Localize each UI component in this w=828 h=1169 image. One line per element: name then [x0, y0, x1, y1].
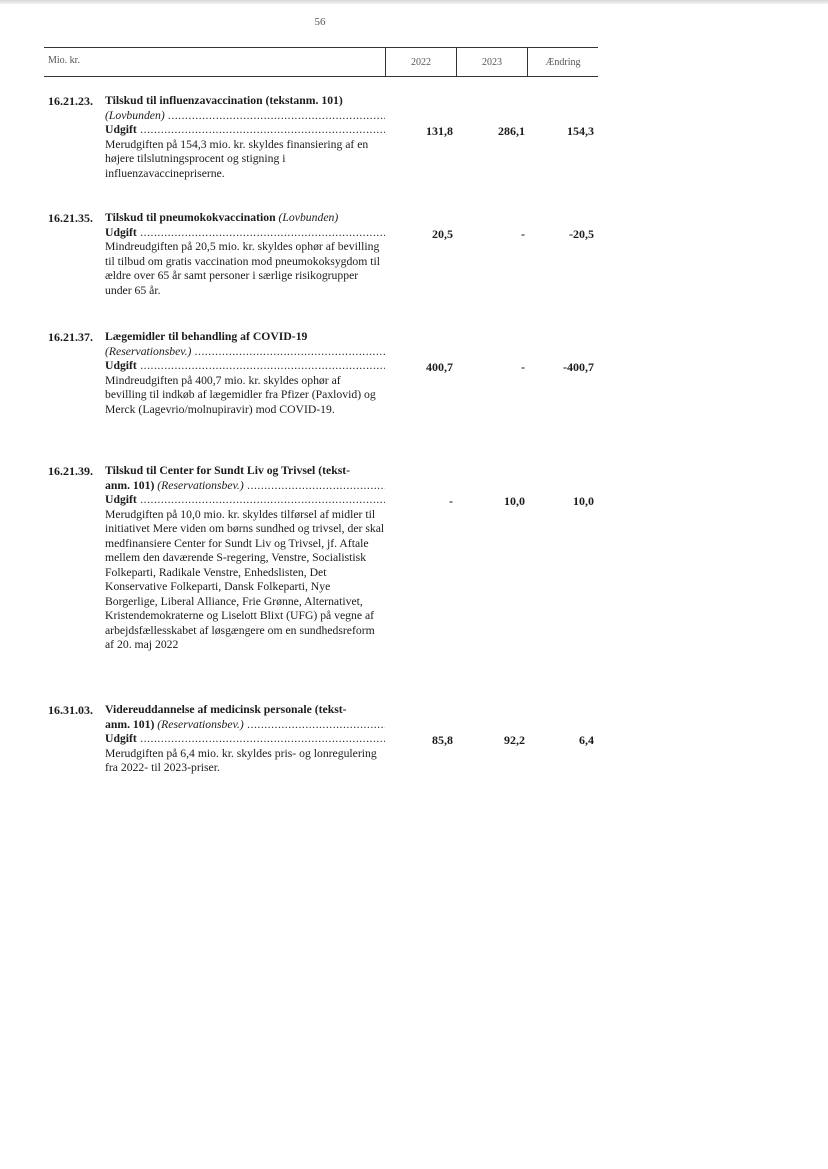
- entry-code: 16.31.03.: [48, 703, 93, 717]
- entry-status: (Reservationsbev.): [157, 717, 244, 731]
- value-2022: -: [449, 494, 453, 508]
- entry-description: Merudgiften på 10,0 mio. kr. skyldes tilførsel af midler til initiativet Mere viden om børns sundhed og trivsel, der skal medfinansiere Center for Sundt Liv og Trivsel, jf. Aftale mellem den daværende S-regering, Venstre, Socialistisk Folkeparti, Radikale Venstre, Enhedslisten, Det Konservative Folkeparti, Dansk Folkeparti, Nye Borgerlige, Liberal Alliance, Frie Grønne, Alternativet, Kristendemokraterne og Liselott Blixt (UFG) på vegne af arbejdsfællesskabet af løsgængere om en sundhedsreform af 20. maj 2022: [105, 507, 385, 651]
- value-2022: 85,8: [432, 733, 453, 747]
- value-change: -20,5: [569, 227, 594, 241]
- entry-status: (Reservationsbev.): [157, 478, 244, 492]
- header-bottom-rule: [44, 76, 598, 77]
- value-change: 154,3: [567, 124, 594, 138]
- value-change: 10,0: [573, 494, 594, 508]
- entry-code: 16.21.35.: [48, 211, 93, 225]
- value-change: 6,4: [579, 733, 594, 747]
- entry-udgift-label: Udgift .....: [105, 493, 385, 508]
- entry-title: Tilskud til pneumokokvaccination (Lovbunden): [105, 211, 339, 224]
- entry-udgift-label: Udgift .....: [105, 732, 385, 747]
- entry-body: [105, 703, 385, 776]
- value-change: -400,7: [563, 360, 594, 374]
- entry-code: 16.21.23.: [48, 94, 93, 108]
- value-2022: 131,8: [426, 124, 453, 138]
- header-unit: Mio. kr.: [48, 55, 80, 66]
- entry-status: (Lovbunden): [278, 211, 339, 224]
- entry-title: Videreuddannelse af medicinsk personale (tekst- anm. 101) (Reservationsbev.) .....: [105, 703, 385, 732]
- value-2023: 92,2: [504, 733, 525, 747]
- entry-body: [105, 464, 385, 653]
- scan-edge: [0, 0, 828, 4]
- entry-udgift-label: Udgift .....: [105, 359, 385, 374]
- entry-title: Tilskud til Center for Sundt Liv og Trivsel (tekst- anm. 101) (Reservationsbev.) .....: [105, 464, 385, 493]
- entry-body: [105, 94, 385, 181]
- header-top-rule: [44, 47, 598, 48]
- page-number: 56: [314, 16, 326, 28]
- entry-body: [105, 330, 385, 417]
- entry-body: [105, 211, 385, 298]
- value-2023: -: [521, 227, 525, 241]
- value-2022: 400,7: [426, 360, 453, 374]
- value-2023: -: [521, 360, 525, 374]
- value-2023: 286,1: [498, 124, 525, 138]
- entry-udgift-label: Udgift .....: [105, 226, 385, 241]
- entry-title: Tilskud til influenzavaccination (tekstanm. 101): [105, 94, 343, 107]
- entry-description: Mindreudgiften på 20,5 mio. kr. skyldes ophør af bevilling til tilbud om gratis vaccination mod pneumokoksygdom til ældre over 65 år samt personer i særlige risikogrupper under 65 år.: [105, 240, 380, 297]
- entry-code: 16.21.37.: [48, 330, 93, 344]
- entry-udgift-label: Udgift .....: [105, 123, 385, 138]
- entry-status: (Reservationsbev.) .....: [105, 345, 385, 360]
- value-2022: 20,5: [432, 227, 453, 241]
- entry-description: Merudgiften på 154,3 mio. kr. skyldes finansiering af en højere tilslutningsprocent og stigning i influenzavaccinepriserne.: [105, 137, 369, 180]
- header-col-change: Ændring: [545, 57, 581, 68]
- entry-status: (Lovbunden) .....: [105, 109, 385, 124]
- entry-description: Merudgiften på 6,4 mio. kr. skyldes pris- og lonregulering fra 2022- til 2023-priser.: [105, 746, 377, 774]
- value-2023: 10,0: [504, 494, 525, 508]
- header-col-2022: 2022: [411, 57, 431, 68]
- entry-code: 16.21.39.: [48, 464, 93, 478]
- entry-description: Mindreudgiften på 400,7 mio. kr. skyldes ophør af bevilling til indkøb af lægemidler fra Pfizer (Paxlovid) og Merck (Lagevrio/molnupiravir) mod COVID-19.: [105, 373, 376, 416]
- entry-title: Lægemidler til behandling af COVID-19: [105, 330, 308, 343]
- header-col-2023: 2023: [482, 57, 502, 68]
